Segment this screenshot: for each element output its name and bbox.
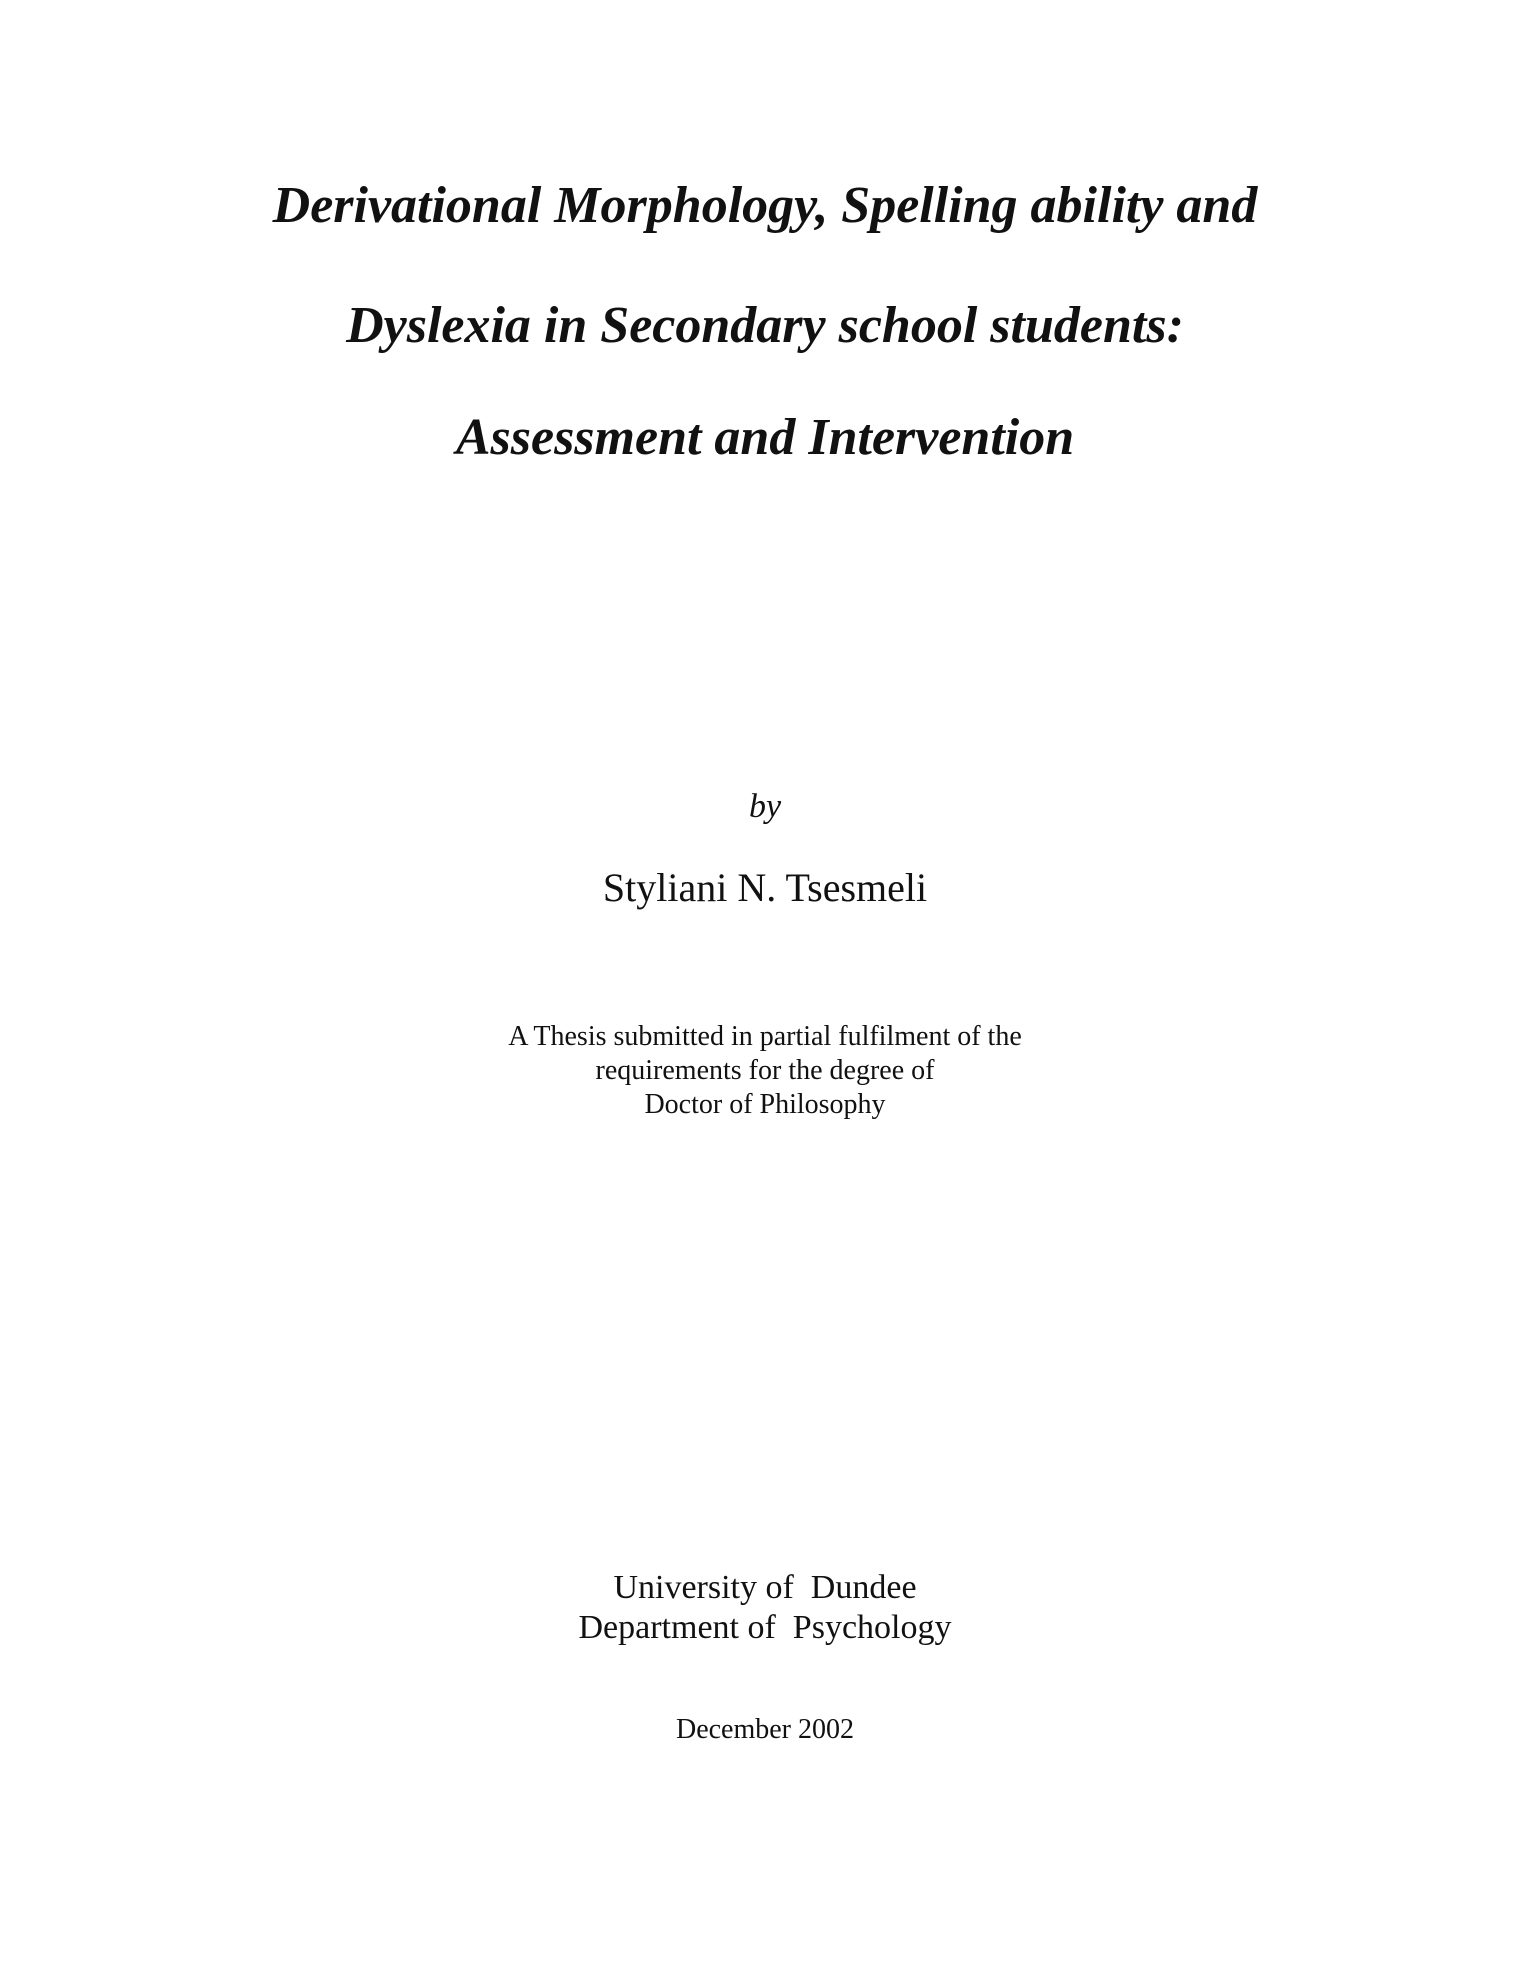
author-name: Styliani N. Tsesmeli	[602, 865, 928, 910]
thesis-title-line-2: Dyslexia in Secondary school students:	[346, 297, 1184, 354]
submission-line-3: Doctor of Philosophy	[644, 1089, 886, 1120]
institution-block	[0, 1568, 1530, 1648]
submission-statement	[0, 1020, 1530, 1122]
thesis-title-line-1: Derivational Morphology, Spelling ability and	[272, 177, 1258, 234]
submission-date: December 2002	[675, 1714, 855, 1745]
submission-line-1: A Thesis submitted in partial fulfilment of the	[508, 1021, 1022, 1052]
thesis-title-line-3: Assessment and Intervention	[455, 409, 1075, 466]
university-name: University of Dundee	[613, 1569, 917, 1606]
by-label: by	[748, 788, 782, 825]
department-name: Department of Psychology	[578, 1609, 952, 1646]
submission-line-2: requirements for the degree of	[595, 1055, 935, 1086]
